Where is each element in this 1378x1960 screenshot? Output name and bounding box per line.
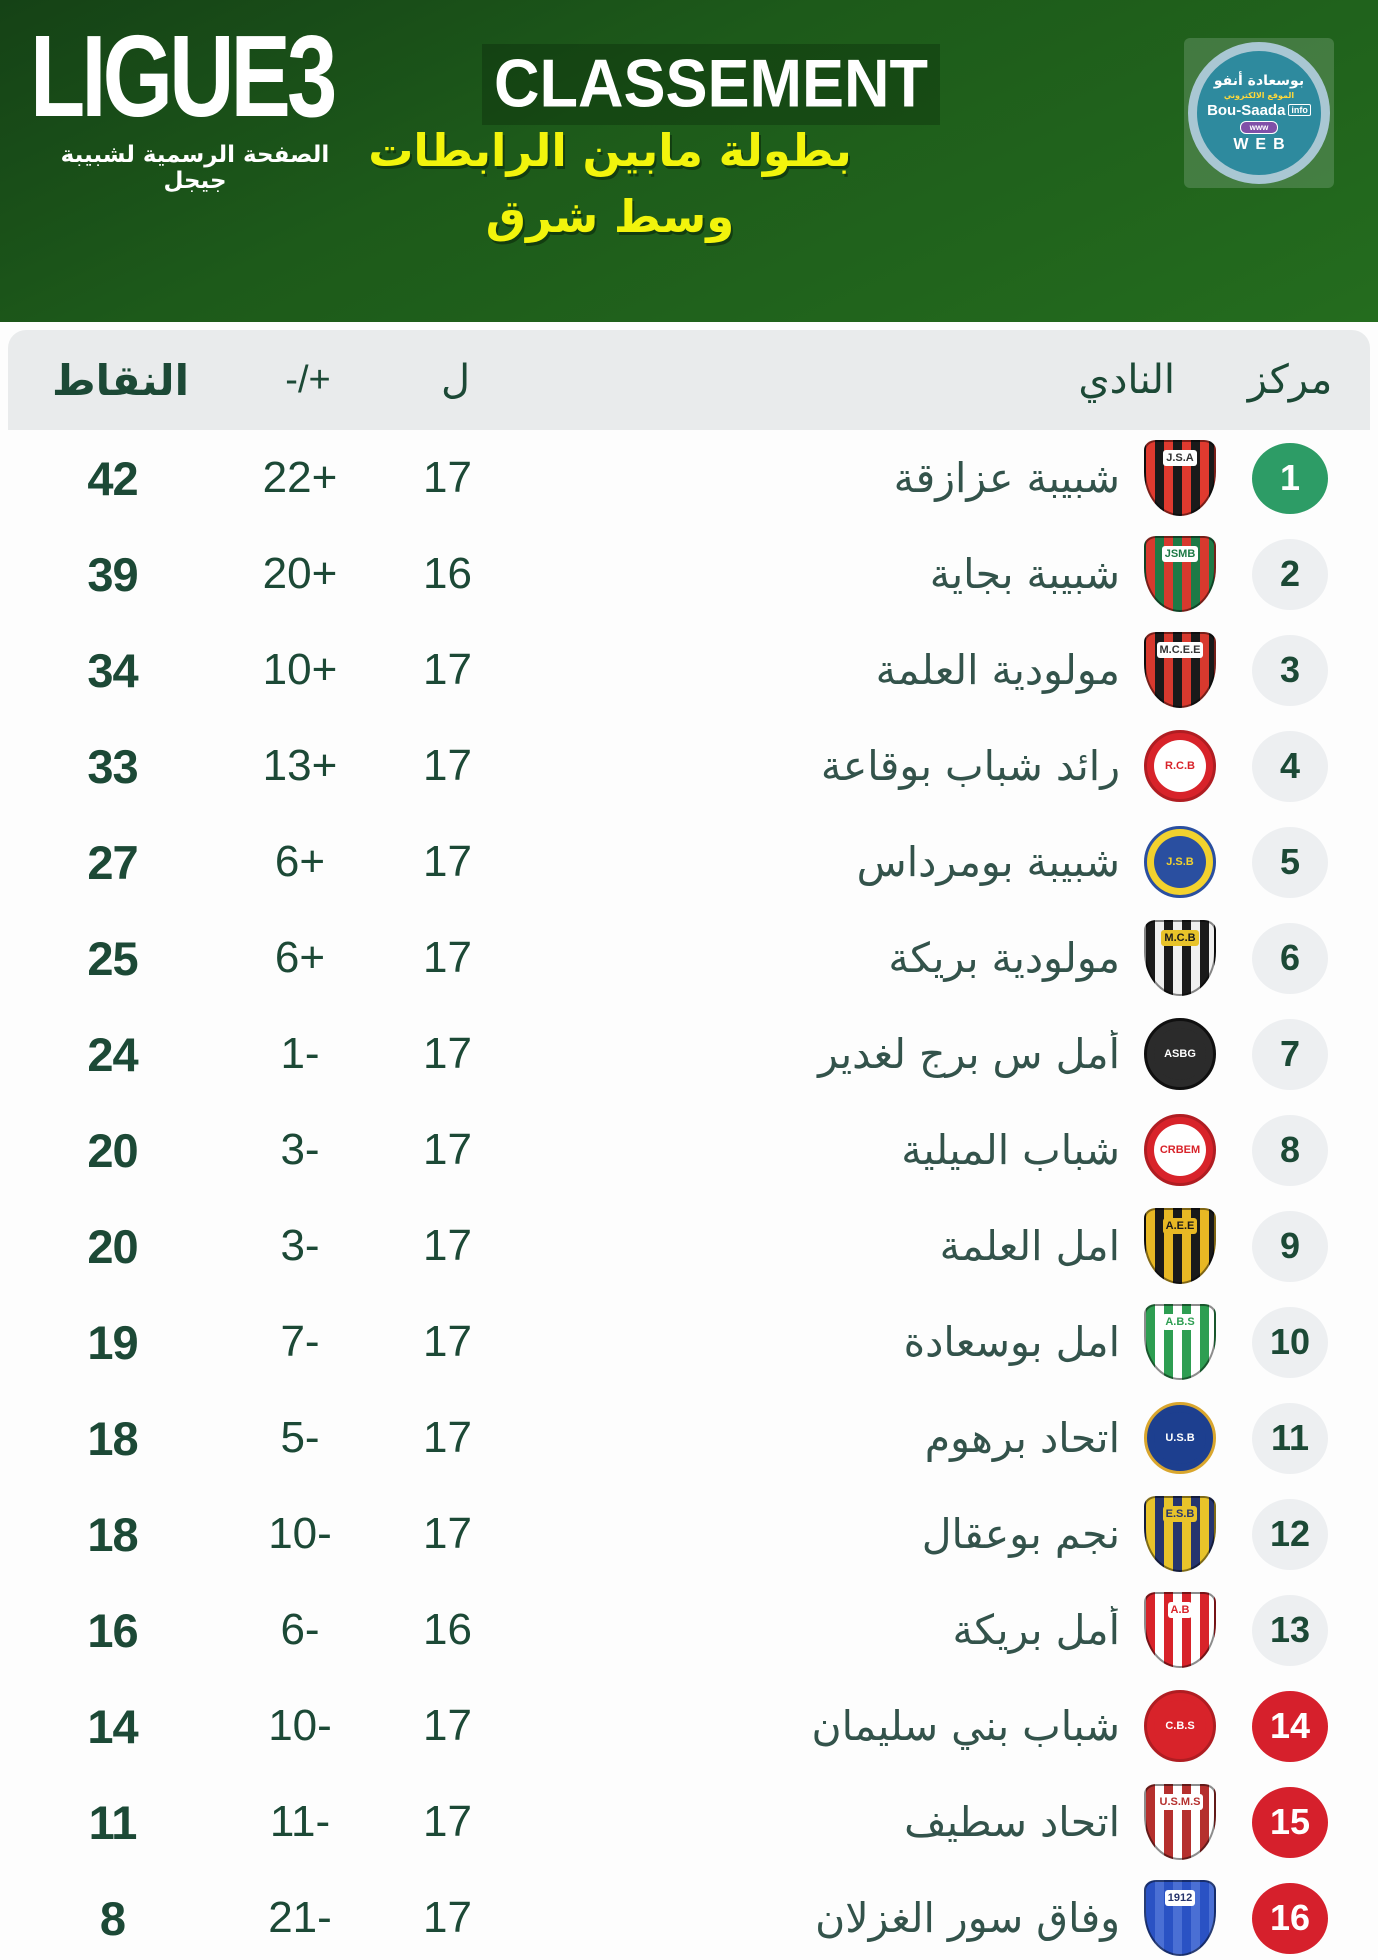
competition-title-line2: وسط شرق [485,190,735,243]
rank-cell [1230,1787,1350,1858]
goal-diff-value: 10+ [262,645,338,694]
table-row [0,814,1378,910]
table-row [0,1870,1378,1960]
club-logo-icon [1144,1304,1216,1380]
rank-badge: 5 [1252,827,1328,898]
points-value: 33 [87,739,138,793]
points-value: 20 [87,1219,138,1273]
badge-info-tag: info [1288,104,1311,116]
club-name: شبيبة بجاية [929,550,1120,598]
played-value: 17 [423,1797,472,1846]
points-value: 18 [87,1507,138,1561]
points-value: 20 [87,1123,138,1177]
club-logo-initials: M.C.B [1161,930,1198,946]
table-row [0,1390,1378,1486]
club-logo-cell [1130,1592,1230,1668]
club-name: شباب بني سليمان [811,1702,1120,1750]
club-logo-icon [1144,1018,1216,1090]
competition-title [320,124,900,244]
club-logo-initials: J.S.B [1154,836,1206,888]
played-value: 17 [423,1701,472,1750]
club-logo-initials: E.S.B [1163,1506,1198,1522]
goal-diff-value: 20+ [262,549,338,598]
club-logo-cell [1130,1018,1230,1090]
played-value: 17 [423,1509,472,1558]
played-value: 16 [423,1605,472,1654]
club-logo-cell [1130,730,1230,802]
rank-cell [1230,1403,1350,1474]
table-row [0,1774,1378,1870]
played-value: 17 [423,1893,472,1942]
club-logo-initials: J.S.A [1163,450,1197,466]
club-name: امل بوسعادة [903,1318,1120,1366]
table-row [0,1102,1378,1198]
played-value: 17 [423,1029,472,1078]
played-value: 17 [423,1413,472,1462]
table-row [0,1006,1378,1102]
goal-diff-value: 11- [269,1797,331,1846]
goal-diff-value: 7- [280,1317,320,1366]
played-value: 17 [423,1317,472,1366]
rank-cell [1230,443,1350,514]
rank-badge: 16 [1252,1883,1328,1954]
club-logo-cell [1130,1496,1230,1572]
points-value: 24 [87,1027,138,1081]
club-logo-cell [1130,632,1230,708]
club-name: شبيبة عزازقة [893,454,1120,502]
goal-diff-value: 5- [280,1413,320,1462]
goal-diff-value: 22+ [262,453,338,502]
club-logo-icon [1144,920,1216,996]
club-logo-cell [1130,1784,1230,1860]
table-row [0,910,1378,1006]
column-header-points: النقاط [52,355,189,405]
bousaada-web-badge [1184,38,1334,188]
club-logo-cell [1130,1402,1230,1474]
points-value: 11 [88,1795,137,1849]
club-name: أمل بريكة [952,1606,1120,1654]
rank-cell [1230,1499,1350,1570]
ligue3-logo-text: LIGUE3 [30,11,334,141]
table-row [0,1486,1378,1582]
club-logo-initials: U.S.M.S [1157,1794,1204,1810]
rank-cell [1230,1691,1350,1762]
club-logo-icon [1144,826,1216,898]
rank-cell [1230,1115,1350,1186]
goal-diff-value: 3- [280,1125,320,1174]
points-value: 8 [99,1891,126,1945]
rank-badge: 14 [1252,1691,1328,1762]
rank-badge: 15 [1252,1787,1328,1858]
club-name: رائد شباب بوقاعة [820,742,1120,790]
club-logo-cell [1130,440,1230,516]
club-name: شباب الميلية [901,1126,1120,1174]
table-row [0,1582,1378,1678]
rank-badge: 12 [1252,1499,1328,1570]
club-logo-initials: R.C.B [1154,740,1206,792]
points-value: 25 [87,931,138,985]
table-row [0,1198,1378,1294]
goal-diff-value: 13+ [262,741,338,790]
bousaada-badge-circle [1188,42,1330,184]
points-value: 39 [87,547,138,601]
rank-badge: 9 [1252,1211,1328,1282]
rank-badge: 6 [1252,923,1328,994]
points-value: 27 [87,835,138,889]
rank-badge: 3 [1252,635,1328,706]
rank-badge: 11 [1252,1403,1328,1474]
standings-table [0,430,1378,1960]
goal-diff-value: 10- [268,1701,332,1750]
club-name: مولودية بريكة [888,934,1120,982]
club-logo-cell [1130,1690,1230,1762]
rank-badge: 8 [1252,1115,1328,1186]
table-header-row [8,330,1370,430]
badge-web-label: WEB [1233,135,1292,153]
points-value: 18 [87,1411,138,1465]
table-row [0,718,1378,814]
rank-cell [1230,1019,1350,1090]
column-header-goal-diff: -/+ [285,358,331,401]
badge-name-latin-text: Bou-Saada [1207,101,1286,119]
club-logo-initials: A.E.E [1163,1218,1198,1234]
goal-diff-value: 6+ [274,837,326,886]
table-row [0,1294,1378,1390]
club-name: أمل س برج لغدير [818,1030,1120,1078]
rank-badge: 10 [1252,1307,1328,1378]
points-value: 42 [87,451,138,505]
club-logo-icon [1144,1496,1216,1572]
played-value: 16 [423,549,472,598]
club-logo-cell [1130,1304,1230,1380]
club-logo-icon [1144,1114,1216,1186]
club-logo-icon [1144,536,1216,612]
rank-cell [1230,827,1350,898]
column-header-rank: مركز [1247,357,1333,403]
club-name: اتحاد سطيف [904,1798,1120,1846]
played-value: 17 [423,837,472,886]
badge-name-arabic: بوسعادة أنفو [1213,72,1305,89]
club-logo-initials: M.C.E.E [1157,642,1204,658]
club-name: امل العلمة [939,1222,1120,1270]
goal-diff-value: 6- [280,1605,320,1654]
rank-badge: 4 [1252,731,1328,802]
rank-badge: 13 [1252,1595,1328,1666]
played-value: 17 [423,1221,472,1270]
rank-cell [1230,923,1350,994]
table-row [0,526,1378,622]
header-banner [0,0,1378,322]
club-logo-icon [1144,440,1216,516]
ligue3-logo-subtitle: الصفحة الرسمية لشبيبة جيجل [60,141,330,194]
club-logo-initials: CRBEM [1154,1124,1206,1176]
club-name: وفاق سور الغزلان [815,1894,1120,1942]
club-logo-initials: JSMB [1162,546,1199,562]
club-logo-initials: A.B.S [1162,1314,1197,1330]
table-row [0,1678,1378,1774]
club-logo-icon [1144,1784,1216,1860]
played-value: 17 [423,741,472,790]
club-logo-icon [1144,1880,1216,1956]
rank-cell [1230,539,1350,610]
played-value: 17 [423,453,472,502]
badge-tagline-arabic: الموقع الالكتروني [1223,90,1295,100]
points-value: 34 [87,643,138,697]
club-name: شبيبة بومرداس [856,838,1120,886]
table-row [0,622,1378,718]
table-row [0,430,1378,526]
club-logo-initials: 1912 [1165,1890,1195,1906]
goal-diff-value: 1- [280,1029,320,1078]
club-logo-icon [1144,632,1216,708]
rank-badge: 1 [1252,443,1328,514]
club-logo-cell [1130,1880,1230,1956]
rank-badge: 2 [1252,539,1328,610]
club-logo-icon [1144,1208,1216,1284]
rank-cell [1230,731,1350,802]
goal-diff-value: 6+ [274,933,326,982]
rank-cell [1230,1307,1350,1378]
goal-diff-value: 3- [280,1221,320,1270]
club-name: اتحاد برهوم [924,1414,1120,1462]
club-logo-cell [1130,826,1230,898]
club-logo-cell [1130,920,1230,996]
club-logo-icon [1144,1592,1216,1668]
points-value: 16 [87,1603,138,1657]
played-value: 17 [423,645,472,694]
rank-cell [1230,1211,1350,1282]
club-logo-initials: C.B.S [1154,1700,1206,1752]
points-value: 14 [87,1699,138,1753]
played-value: 17 [423,933,472,982]
page-title: CLASSEMENT [482,44,940,125]
badge-name-latin [1207,102,1311,119]
club-logo-cell [1130,1208,1230,1284]
rank-cell [1230,635,1350,706]
club-logo-initials: U.S.B [1154,1412,1206,1464]
badge-www-tag: www [1240,121,1279,134]
column-header-club: النادي [1078,357,1175,403]
club-logo-cell [1130,1114,1230,1186]
points-value: 19 [87,1315,138,1369]
club-logo-icon [1144,1690,1216,1762]
club-logo-icon [1144,730,1216,802]
club-name: نجم بوعقال [921,1510,1120,1558]
rank-cell [1230,1595,1350,1666]
rank-badge: 7 [1252,1019,1328,1090]
column-header-played: ل [440,357,471,403]
played-value: 17 [423,1125,472,1174]
club-logo-initials: ASBG [1154,1028,1206,1080]
rank-cell [1230,1883,1350,1954]
club-logo-cell [1130,536,1230,612]
competition-title-line1: بطولة مابين الرابطات [368,124,852,177]
goal-diff-value: 21- [268,1893,332,1942]
club-logo-initials: A.B [1168,1602,1193,1618]
club-name: مولودية العلمة [875,646,1120,694]
goal-diff-value: 10- [268,1509,332,1558]
club-logo-icon [1144,1402,1216,1474]
